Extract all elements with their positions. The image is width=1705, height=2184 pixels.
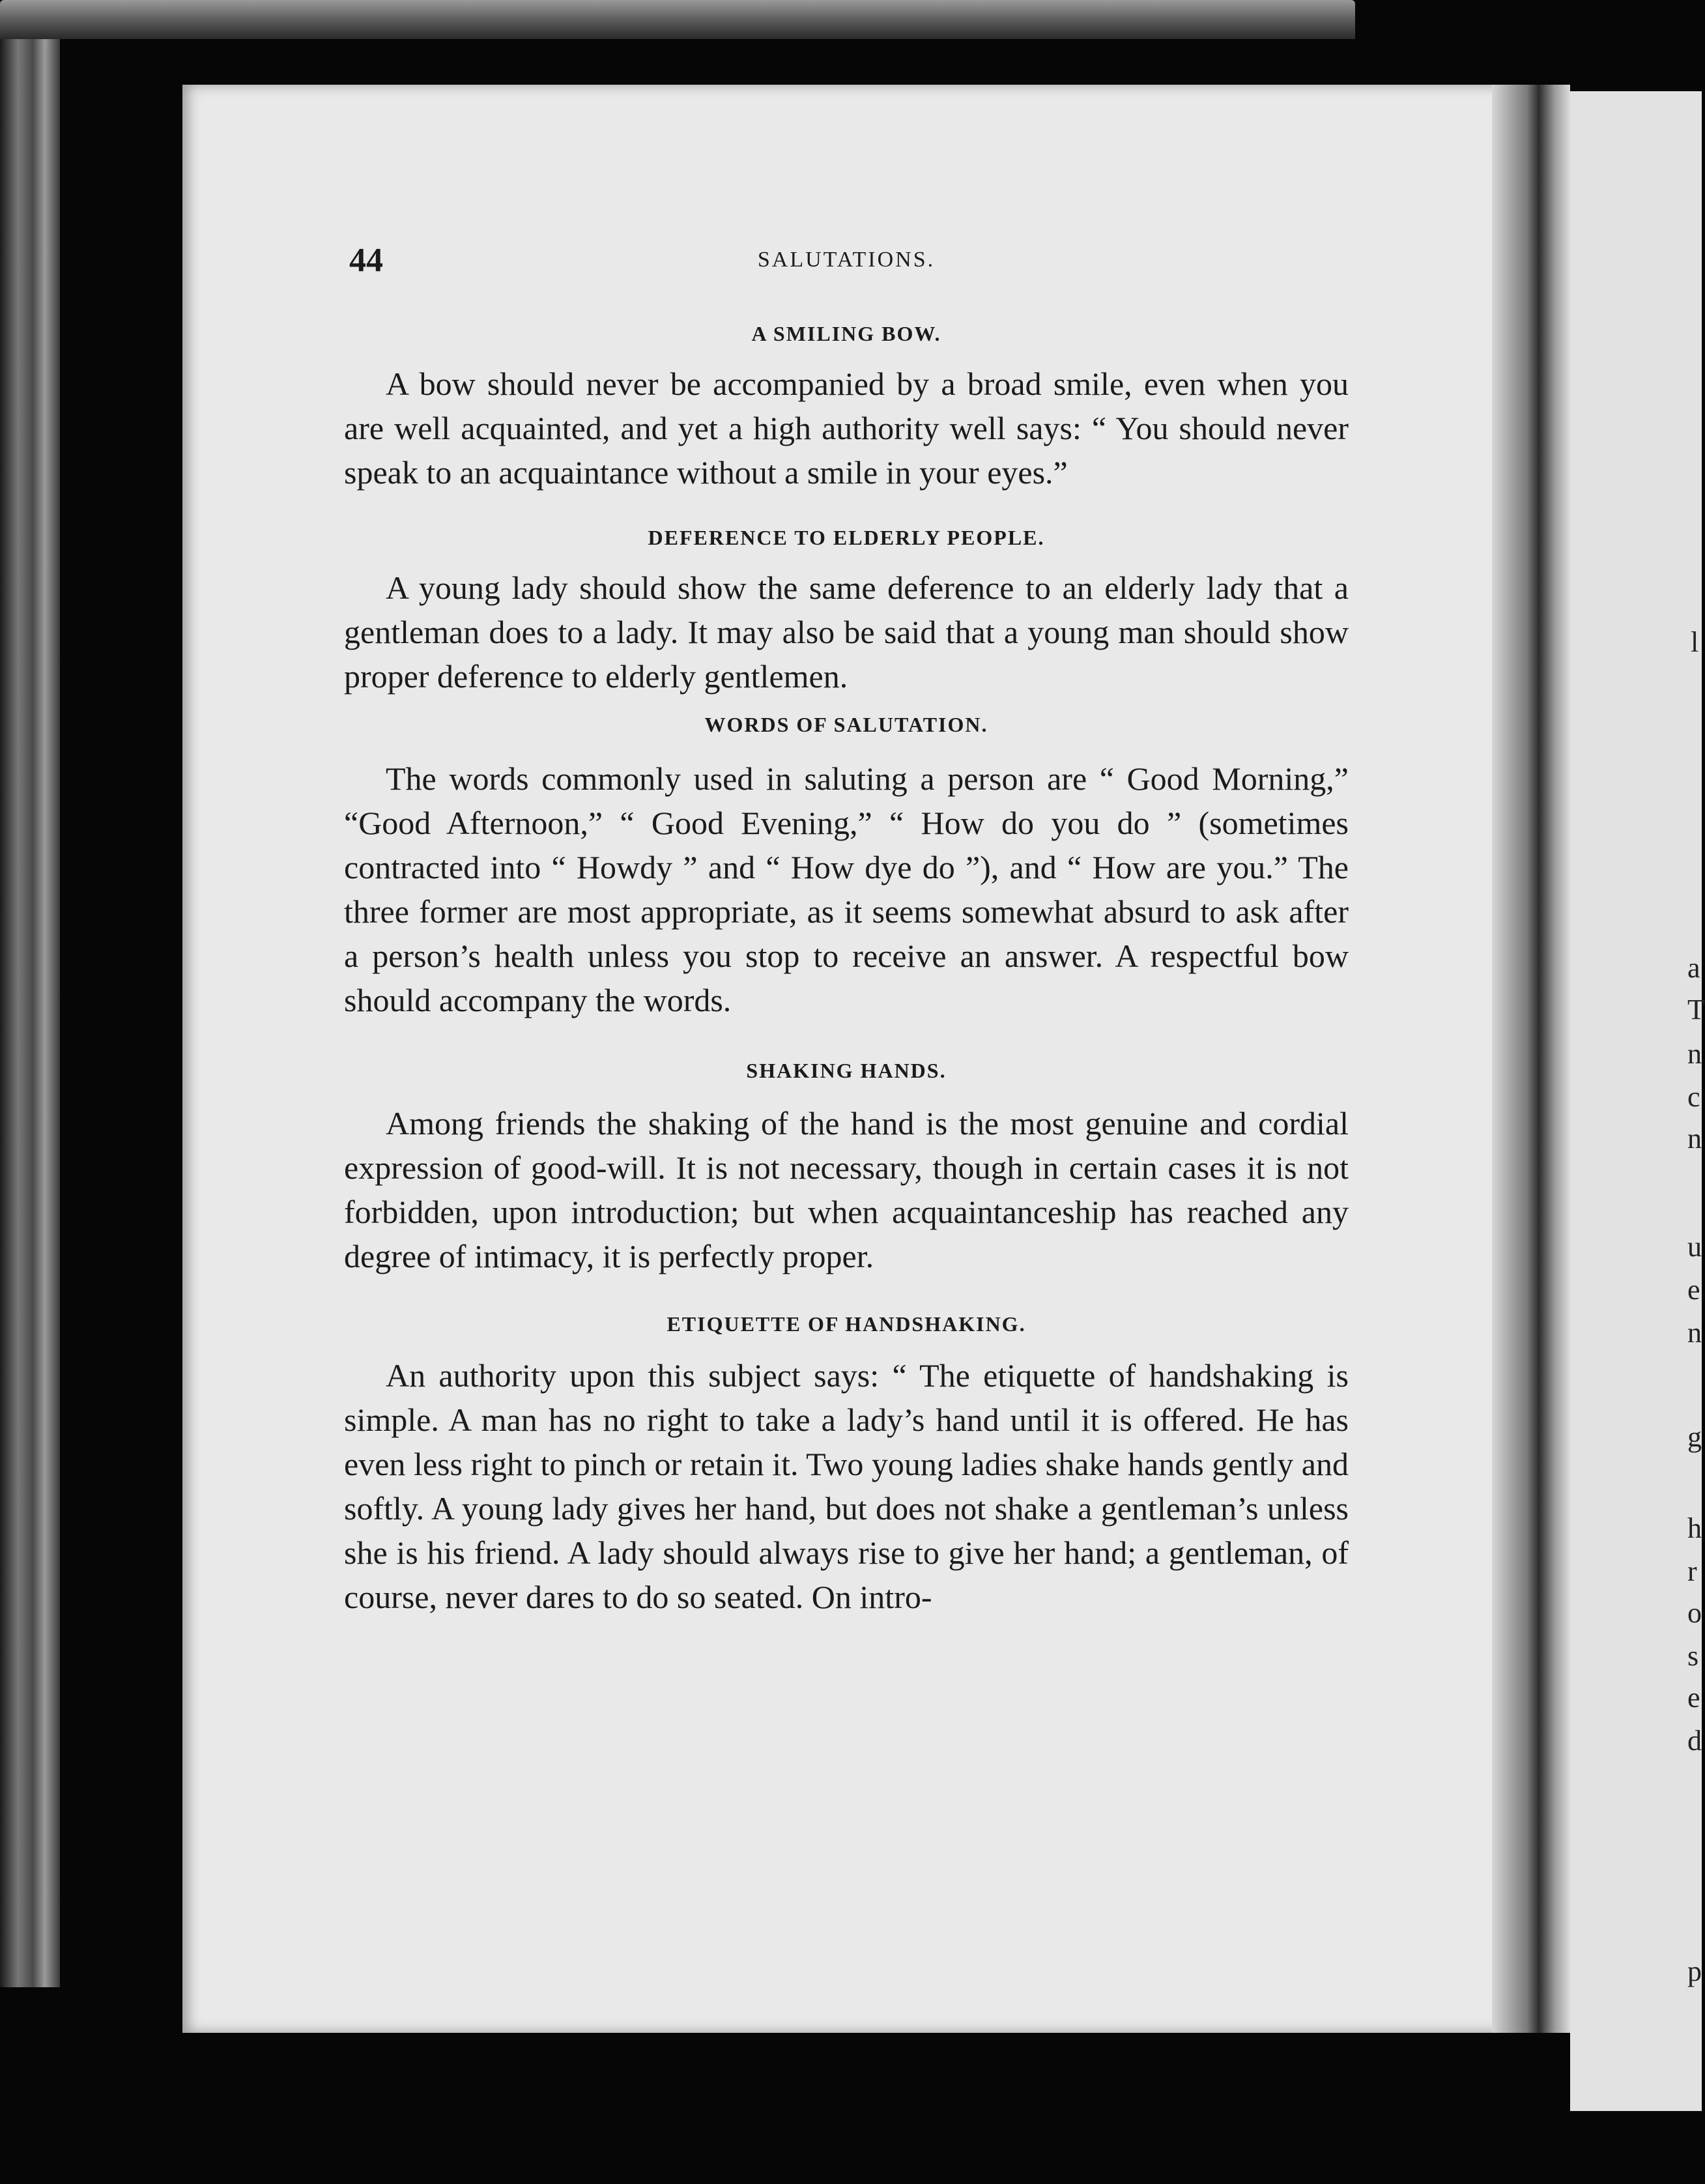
- running-head: [344, 241, 1349, 280]
- facing-page-letter: n: [1687, 1038, 1702, 1070]
- running-head-title: SALUTATIONS.: [757, 248, 936, 272]
- facing-page: [1570, 91, 1705, 2111]
- facing-page-letter: o: [1687, 1597, 1702, 1629]
- section-heading: DEFERENCE TO ELDERLY PEOPLE.: [648, 526, 1045, 549]
- facing-page-letter: r: [1687, 1555, 1697, 1587]
- book-left-edge: [0, 39, 60, 1987]
- facing-page-letter: h: [1687, 1512, 1702, 1544]
- facing-page-letter: e: [1687, 1682, 1700, 1714]
- facing-page-letter: e: [1687, 1274, 1700, 1306]
- facing-page-letter: T: [1687, 994, 1705, 1026]
- book-top-edge: [0, 0, 1355, 39]
- facing-page-letter: p: [1687, 1955, 1702, 1987]
- section-heading: SHAKING HANDS.: [746, 1059, 947, 1082]
- section-paragraph: A bow should never be accompanied by a broad smile, even when you are well acquainted, and yet a high authority well says: “ You should never speak to an acquaintance without a smile in your eyes.”: [344, 366, 1349, 491]
- page-number: 44: [349, 242, 383, 279]
- facing-page-letter: l: [1691, 626, 1699, 658]
- section-heading: A SMILING BOW.: [751, 322, 941, 345]
- facing-page-letter: g: [1687, 1421, 1702, 1453]
- section-paragraph: Among friends the shaking of the hand is the most genuine and cordial expression of good-will. It is not necessary, though in certain cases it is not forbidden, upon introduction; but when acquaintanceship has reached any degree of intimacy, it is perfectly proper.: [344, 1105, 1349, 1274]
- section-paragraph: A young lady should show the same deference to an elderly lady that a gentleman does to a lady. It may also be said that a young man should show proper deference to elderly gentlemen.: [344, 569, 1349, 695]
- section-heading: WORDS OF SALUTATION.: [704, 713, 988, 736]
- facing-page-letter: u: [1687, 1231, 1702, 1263]
- book-gutter: [1492, 85, 1570, 2033]
- section-paragraph: An authority upon this subject says: “ The etiquette of handshaking is simple. A man has no right to take a lady’s hand until it is offered. He has even less right to pinch or retain it. Two young ladies shake hands gently and softly. A young lady gives her hand, but does not shake a gentleman’s unless she is his friend. A lady should always rise to give her hand; a gentleman, of course, never dares to do so seated. On intro-: [344, 1357, 1349, 1615]
- facing-page-letter: d: [1687, 1725, 1702, 1757]
- section-paragraph: The words commonly used in saluting a person are “ Good Morning,” “Good Afternoon,” “ Good Evening,” “ How do you do ” (sometimes contracted into “ Howdy ” and “ How dye do ”), and “ How are you.” The three former are most appropriate, as it seems somewhat absurd to ask after a person’s health unless you stop to receive an answer. A respectful bow should accompany the words.: [344, 760, 1349, 1018]
- facing-page-letter: c: [1687, 1081, 1700, 1113]
- page-text-block: [344, 241, 1349, 1619]
- facing-page-letter: n: [1687, 1317, 1702, 1349]
- section-heading: ETIQUETTE OF HANDSHAKING.: [666, 1312, 1026, 1336]
- facing-page-letter: n: [1687, 1123, 1702, 1155]
- facing-page-letter: s: [1687, 1640, 1699, 1672]
- facing-page-letter: a: [1687, 952, 1700, 984]
